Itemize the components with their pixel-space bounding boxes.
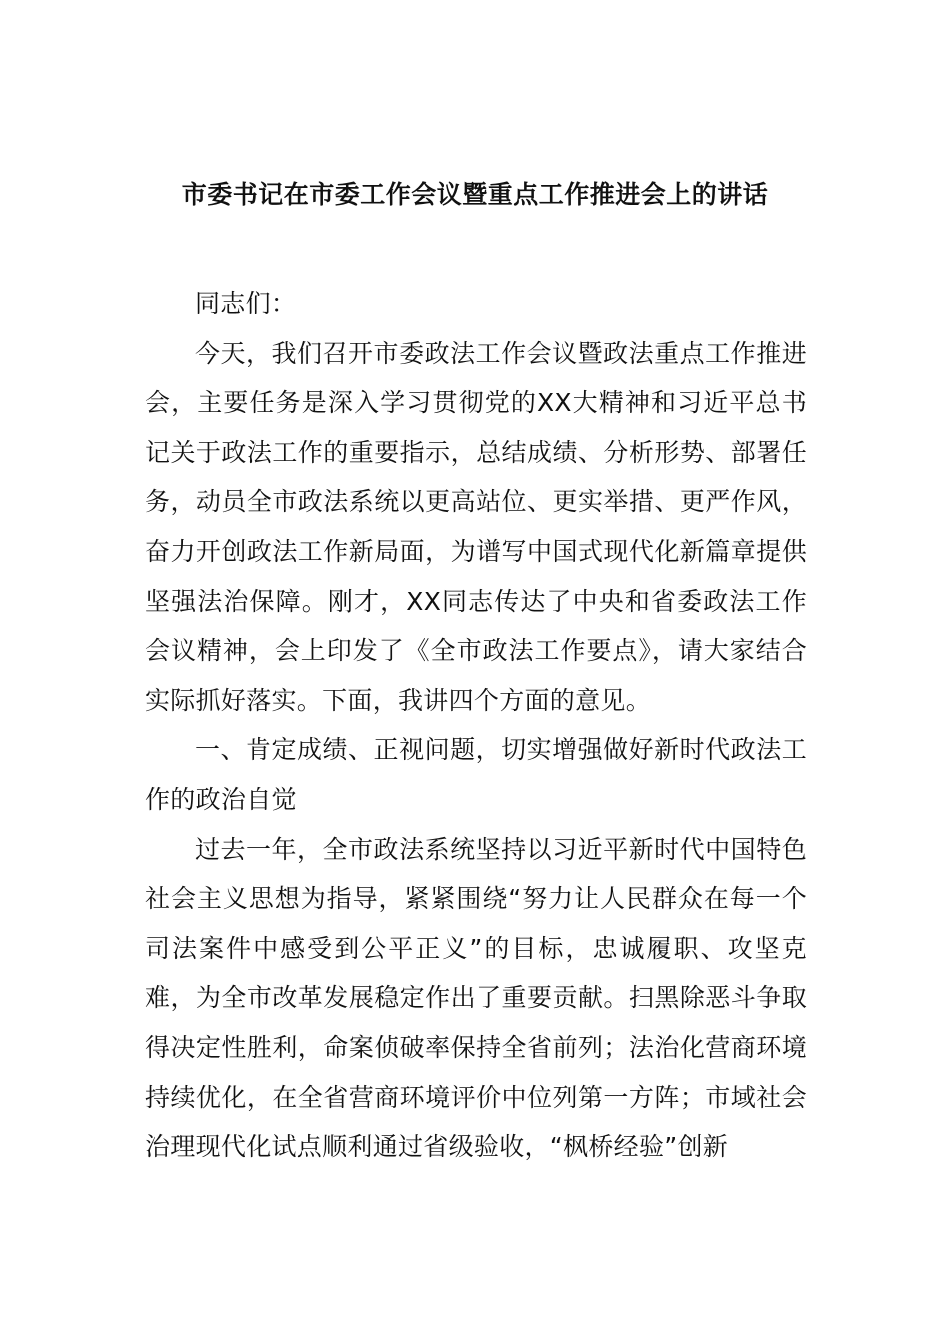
document-body: [145, 279, 807, 1172]
paragraph-achievements: 过去一年，全市政法系统坚持以习近平新时代中国特色社会主义思想为指导，紧紧围绕“努力让人民群众在每一个司法案件中感受到公平正义”的目标，忠诚履职、攻坚克难，为全市改革发展稳定作出了重要贡献。扫黑除恶斗争取得决定性胜利，命案侦破率保持全省前列；法治化营商环境持续优化，在全省营商环境评价中位列第一方阵；市域社会治理现代化试点顺利通过省级验收，“枫桥经验”创新: [145, 834, 807, 1162]
section-heading-1: 一、肯定成绩、正视问题，切实增强做好新时代政法工作的政治自觉: [145, 735, 807, 814]
document-title: 市委书记在市委工作会议暨重点工作推进会上的讲话: [181, 179, 769, 209]
paragraph-intro: 今天，我们召开市委政法工作会议暨政法重点工作推进会，主要任务是深入学习贯彻党的XX大精神和习近平总书记关于政法工作的重要指示，总结成绩、分析形势、部署任务，动员全市政法系统以更高站位、更实举措、更严作风，奋力开创政法工作新局面，为谱写中国式现代化新篇章提供坚强法治保障。刚才，XX同志传达了中央和省委政法工作会议精神，会上印发了《全市政法工作要点》，请大家结合实际抓好落实。下面，我讲四个方面的意见。: [145, 338, 807, 715]
salutation: 同志们：: [195, 289, 297, 318]
